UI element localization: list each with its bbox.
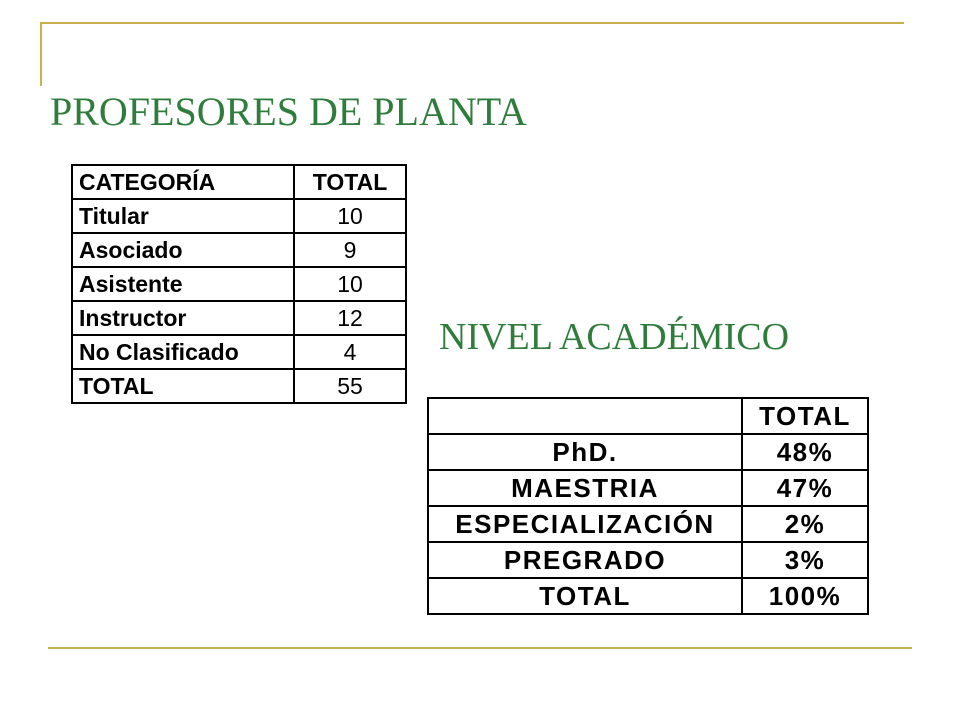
row-label: Instructor	[72, 301, 294, 335]
nivel-academico-table	[427, 397, 869, 615]
header-cell-empty	[428, 398, 742, 434]
row-label: MAESTRIA	[428, 470, 742, 506]
table-header-row	[72, 165, 406, 199]
table-row	[428, 542, 868, 578]
row-value: 4	[294, 335, 406, 369]
row-label: Asistente	[72, 267, 294, 301]
row-value: 10	[294, 199, 406, 233]
row-label: TOTAL	[428, 578, 742, 614]
table-total-row	[72, 369, 406, 403]
table-row	[72, 301, 406, 335]
row-value: 12	[294, 301, 406, 335]
header-cell-categoria: CATEGORÍA	[72, 165, 294, 199]
header-cell-total: TOTAL	[742, 398, 868, 434]
table-row	[428, 470, 868, 506]
row-label: TOTAL	[72, 369, 294, 403]
table-row	[72, 335, 406, 369]
row-value: 10	[294, 267, 406, 301]
row-label: Asociado	[72, 233, 294, 267]
row-label: No Clasificado	[72, 335, 294, 369]
categoria-table	[71, 164, 407, 404]
row-value: 3%	[742, 542, 868, 578]
table-header-row	[428, 398, 868, 434]
table-row	[72, 267, 406, 301]
row-label: ESPECIALIZACIÓN	[428, 506, 742, 542]
frame-top-line	[40, 22, 904, 24]
section-subtitle: NIVEL ACADÉMICO	[439, 316, 790, 358]
frame-left-line	[40, 22, 42, 86]
frame-bottom-line	[48, 647, 912, 649]
row-value: 47%	[742, 470, 868, 506]
table-row	[72, 233, 406, 267]
table-row	[428, 434, 868, 470]
row-value: 100%	[742, 578, 868, 614]
row-value: 2%	[742, 506, 868, 542]
row-label: PhD.	[428, 434, 742, 470]
table-row	[72, 199, 406, 233]
row-value: 55	[294, 369, 406, 403]
row-value: 9	[294, 233, 406, 267]
row-label: PREGRADO	[428, 542, 742, 578]
table-row	[428, 506, 868, 542]
table-total-row	[428, 578, 868, 614]
header-cell-total: TOTAL	[294, 165, 406, 199]
row-label: Titular	[72, 199, 294, 233]
row-value: 48%	[742, 434, 868, 470]
slide-title: PROFESORES DE PLANTA	[50, 89, 527, 134]
